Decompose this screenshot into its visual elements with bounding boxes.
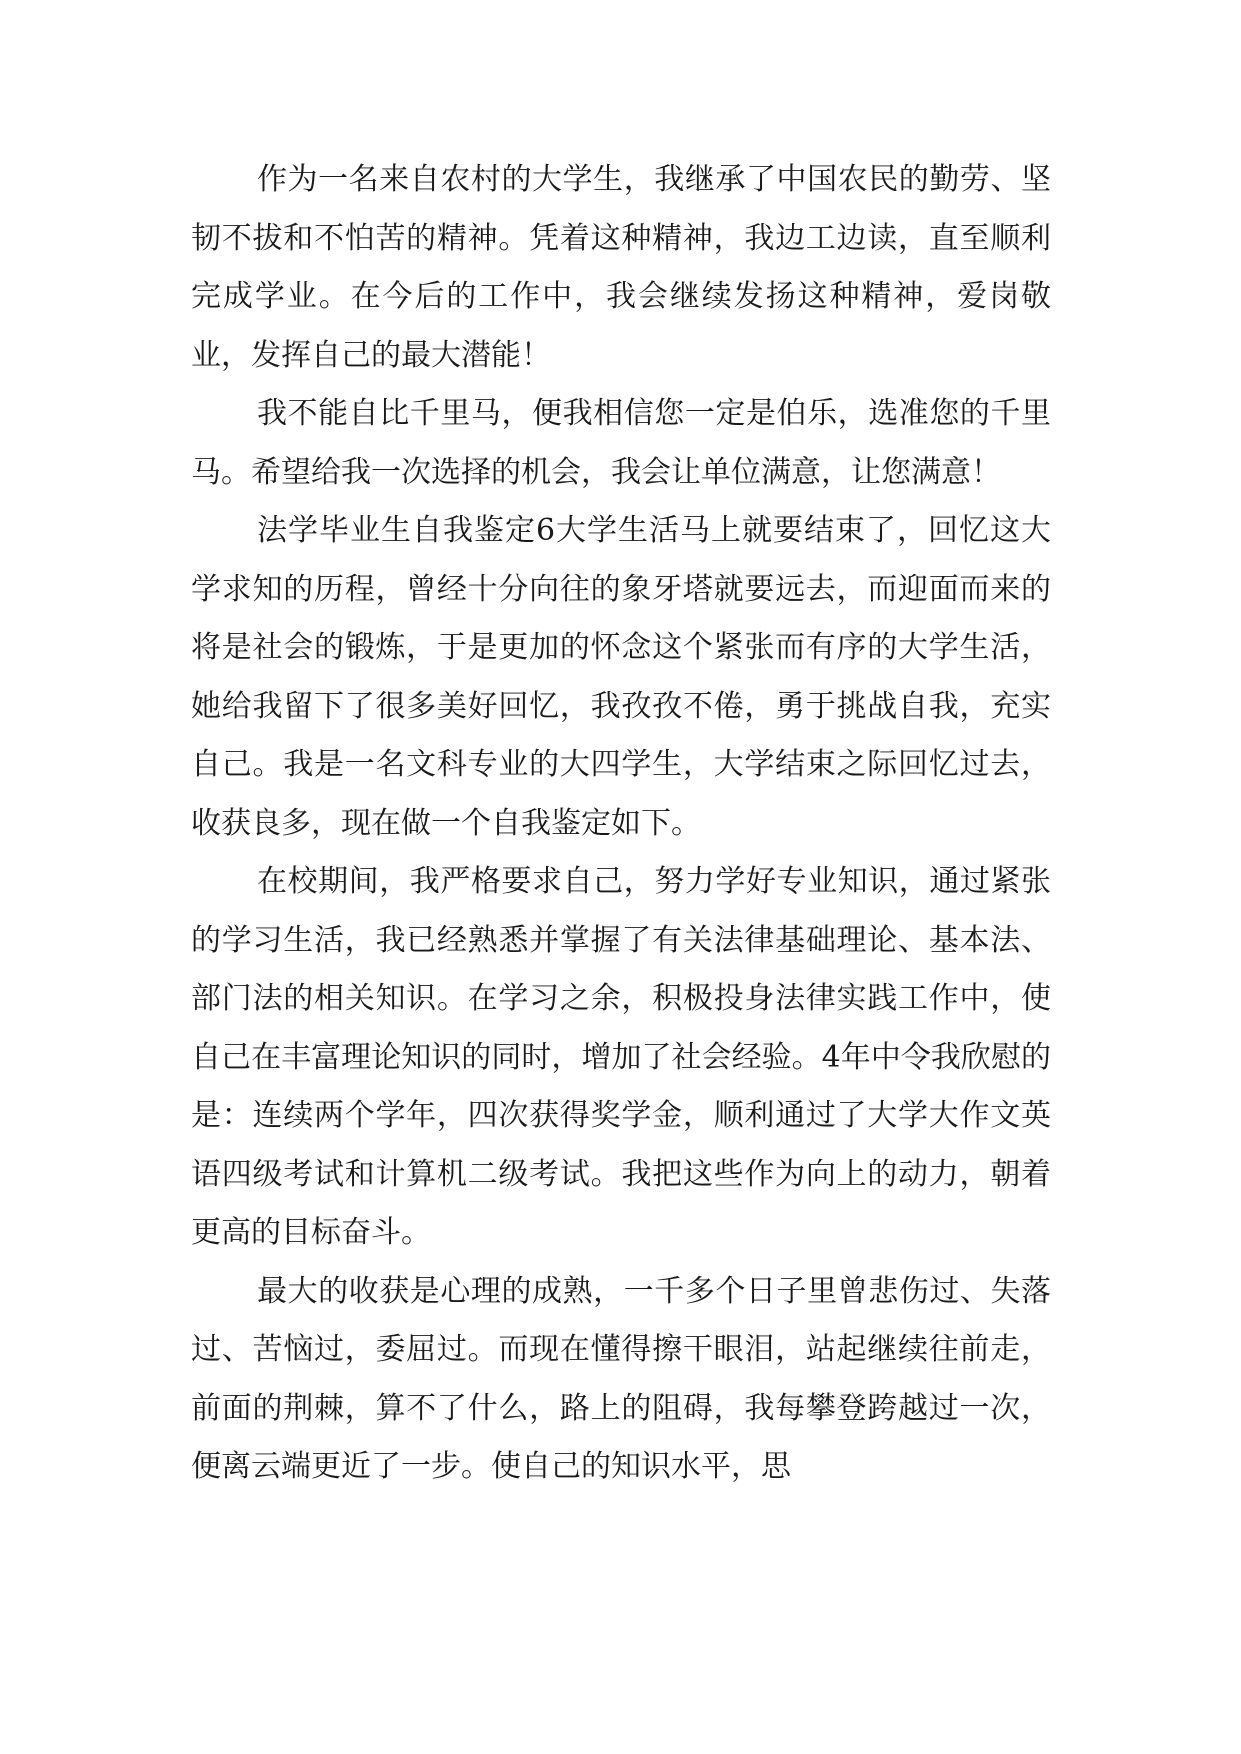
paragraph-4: 在校期间，我严格要求自己，努力学好专业知识，通过紧张的学习生活，我已经熟悉并掌握了有关法律基础理论、基本法、部门法的相关知识。在学习之余，积极投身法律实践工作中，使自己在丰富理论知识的同时，增加了社会经验。4年中令我欣慰的是：连续两个学年，四次获得奖学金，顺利通过了大学大作文英语四级考试和计算机二级考试。我把这些作为向上的动力，朝着更高的目标奋斗。	[191, 864, 1051, 1250]
paragraph-3: 法学毕业生自我鉴定6大学生活马上就要结束了，回忆这大学求知的历程，曾经十分向往的象牙塔就要远去，而迎面而来的将是社会的锻炼，于是更加的怀念这个紧张而有序的大学生活，她给我留下了很多美好回忆，我孜孜不倦，勇于挑战自我，充实自己。我是一名文科专业的大四学生，大学结束之际回忆过去，收获良多，现在做一个自我鉴定如下。	[191, 513, 1051, 841]
paragraph-1: 作为一名来自农村的大学生，我继承了中国农民的勤劳、坚韧不拔和不怕苦的精神。凭着这种精神，我边工边读，直至顺利完成学业。在今后的工作中，我会继续发扬这种精神，爱岗敬业，发挥自己的最大潜能！	[191, 162, 1051, 373]
paragraph-5: 最大的收获是心理的成熟，一千多个日子里曾悲伤过、失落过、苦恼过，委屈过。而现在懂得擦干眼泪，站起继续往前走，前面的荆棘，算不了什么，路上的阻碍，我每攀登跨越过一次，便离云端更近了一步。使自己的知识水平，思	[191, 1273, 1051, 1484]
paragraph-2: 我不能自比千里马，便我相信您一定是伯乐，选准您的千里马。希望给我一次选择的机会，我会让单位满意，让您满意！	[191, 396, 1051, 490]
document-body	[191, 151, 1051, 1497]
